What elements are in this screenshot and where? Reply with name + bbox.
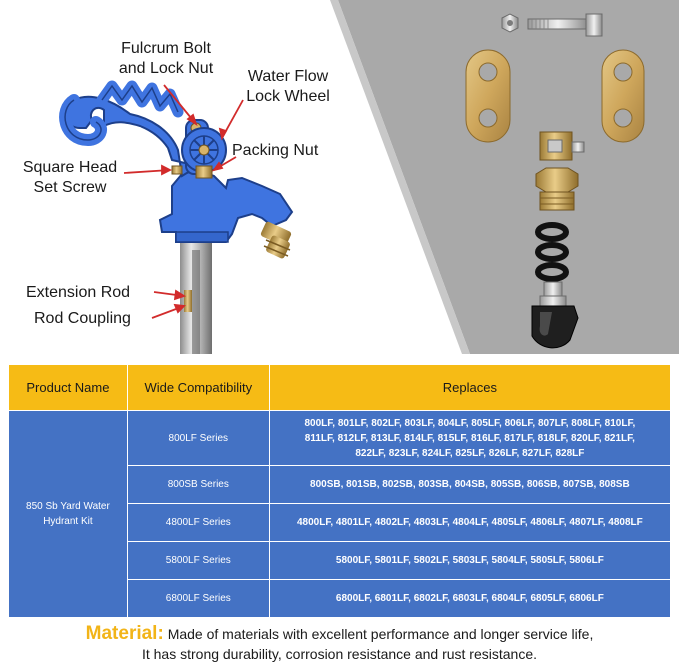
product-name-line2: Hydrant Kit bbox=[43, 516, 93, 527]
rod-coupling-part bbox=[184, 290, 192, 312]
replaces-line: 6800LF, 6801LF, 6802LF, 6803LF, 6804LF, 6805LF, 6806LF bbox=[335, 593, 604, 604]
series-cell: 6800LF Series bbox=[127, 580, 269, 618]
replaces-cell bbox=[269, 411, 670, 466]
link-plate-left bbox=[466, 50, 510, 142]
replaces-line: 4800LF, 4801LF, 4802LF, 4803LF, 4804LF, 4805LF, 4806LF, 4807LF, 4808LF bbox=[296, 517, 643, 528]
replaces-line: 822LF, 823LF, 824LF, 825LF, 826LF, 827LF, 828LF bbox=[355, 447, 585, 459]
callout-square-head-set-screw bbox=[10, 158, 130, 198]
callout-water-flow-line2: Lock Wheel bbox=[246, 88, 330, 105]
callout-packing-nut-text: Packing Nut bbox=[232, 142, 319, 159]
callout-packing-nut bbox=[232, 141, 336, 161]
replaces-cell bbox=[269, 542, 670, 580]
set-screw-part bbox=[172, 166, 182, 174]
callout-water-flow-lock-wheel bbox=[236, 67, 340, 107]
material-text-line1: Made of materials with excellent performance and longer service life, bbox=[167, 626, 594, 642]
brass-fitting bbox=[536, 168, 578, 210]
header-replaces: Replaces bbox=[269, 365, 670, 411]
callout-water-flow-line1: Water Flow bbox=[247, 68, 329, 85]
compatibility-table bbox=[8, 364, 671, 618]
packing-nut-part bbox=[196, 166, 212, 178]
hose-outlet bbox=[260, 221, 292, 260]
series-cell: 800SB Series bbox=[127, 466, 269, 504]
callout-fulcrum-line1: Fulcrum Bolt bbox=[121, 40, 211, 57]
series-cell: 4800LF Series bbox=[127, 504, 269, 542]
replaces-cell bbox=[269, 504, 670, 542]
callout-extension-rod bbox=[26, 283, 156, 303]
series-cell: 800LF Series bbox=[127, 411, 269, 466]
material-description bbox=[0, 624, 679, 664]
callout-rod-coupling bbox=[34, 309, 154, 329]
callout-fulcrum-line2: and Lock Nut bbox=[118, 60, 214, 77]
callout-square-head-line1: Square Head bbox=[22, 159, 118, 176]
replaces-line: 800LF, 801LF, 802LF, 803LF, 804LF, 805LF, 806LF, 807LF, 808LF, 810LF, bbox=[304, 417, 636, 429]
material-text-line2: It has strong durability, corrosion resistance and rust resistance. bbox=[141, 646, 538, 662]
replaces-line: 800SB, 801SB, 802SB, 803SB, 804SB, 805SB, 806SB, 807SB, 808SB bbox=[310, 479, 630, 490]
header-product-name: Product Name bbox=[9, 365, 128, 411]
replaces-line: 811LF, 812LF, 813LF, 814LF, 815LF, 816LF, 817LF, 818LF, 820LF, 821LF, bbox=[304, 432, 635, 444]
callout-extension-rod-text: Extension Rod bbox=[26, 284, 131, 301]
table-row bbox=[9, 411, 671, 466]
product-name-line1: 850 Sb Yard Water bbox=[26, 501, 110, 512]
callout-fulcrum-bolt bbox=[96, 39, 236, 79]
table-header-row bbox=[9, 365, 671, 411]
callout-square-head-line2: Set Screw bbox=[33, 179, 107, 196]
replaces-cell bbox=[269, 466, 670, 504]
series-cell: 5800LF Series bbox=[127, 542, 269, 580]
fulcrum-bolt-part bbox=[528, 19, 588, 29]
replaces-cell bbox=[269, 580, 670, 618]
header-wide-compatibility: Wide Compatibility bbox=[127, 365, 269, 411]
callout-rod-coupling-text: Rod Coupling bbox=[34, 310, 131, 327]
product-name-cell bbox=[9, 411, 128, 618]
link-plate-right bbox=[602, 50, 644, 142]
replaces-line: 5800LF, 5801LF, 5802LF, 5803LF, 5804LF, 5805LF, 5806LF bbox=[335, 555, 604, 566]
material-line1 bbox=[0, 624, 679, 644]
material-label: Material: bbox=[85, 623, 164, 644]
